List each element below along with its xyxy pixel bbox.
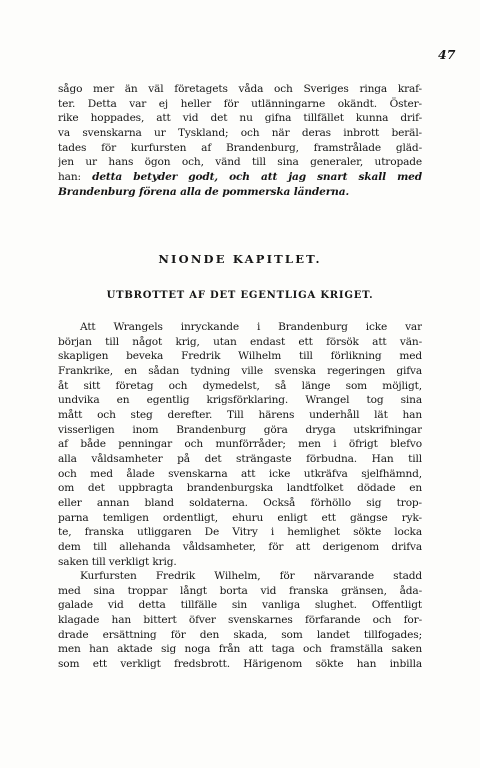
text-line: va svenskarna ur Tyskland; och när deras inbrott beräl- <box>58 126 422 139</box>
paragraph-1-line: visserligen inom Brandenburg göra dryga utskrifningar <box>58 423 422 436</box>
paragraph-1-line: om det uppbragta brandenburgska landtfolket dödade en <box>58 482 422 495</box>
paragraph-1-line: åt sitt företag och dymedelst, så länge som möjligt, <box>58 379 422 392</box>
text-line: jen ur hans ögon och, vänd till sina generaler, utropade <box>58 156 422 169</box>
paragraph-1-line: af både penningar och munförråder; men i öfrigt blefvo <box>58 438 422 451</box>
quote-lead: han: <box>58 170 81 183</box>
paragraph-1-line: skapligen beveka Fredrik Wilhelm till förlikning med <box>58 350 422 363</box>
paragraph-2-line: men han aktade sig noga från att taga och framställa saken <box>58 643 422 656</box>
top-paragraph <box>58 82 422 199</box>
text-line: rike hoppades, att vid det nu gifna tillfället kunna drif- <box>58 112 422 125</box>
paragraph-2-line: med sina troppar långt borta vid franska gränsen, åda- <box>58 584 422 597</box>
paragraph-1-line: eller annan bland soldaterna. Också förhöllo sig trop- <box>58 496 422 509</box>
text-line: tades för kurfursten af Brandenburg, framstrålade gläd- <box>58 141 422 154</box>
paragraph-2-line: klagade han bittert öfver svenskarnes förfarande och for- <box>58 614 422 627</box>
paragraph-1-line: dem till allehanda våldsamheter, för att derigenom drifva <box>58 540 422 553</box>
page-number: 47 <box>438 47 456 62</box>
chapter-subtitle: UTBROTTET AF DET EGENTLIGA KRIGET. <box>106 290 374 301</box>
paragraph-1-line: Att Wrangels inryckande i Brandenburg icke var <box>80 321 422 333</box>
paragraph-1-line: undvika en egentlig krigsförklaring. Wrangel tog sina <box>58 394 422 407</box>
paragraph-1-line: parna temligen ordentligt, ehuru enligt ett gängse ryk- <box>58 511 422 524</box>
paragraph-1-line: och med ålade svenskarna att icke utkräfva sjelfhämnd, <box>58 467 422 480</box>
paragraph-1-line: början till något krig, utan endast ett försök att vän- <box>58 335 422 348</box>
paragraph-2-line: galade vid detta tillfälle sin vanliga slughet. Offentligt <box>58 599 422 612</box>
body-text <box>58 320 422 672</box>
paragraph-1-line: alla våldsamheter på det strängaste förbudna. Han till <box>58 452 422 465</box>
paragraph-1-line: mått och steg derefter. Till härens underhåll lät han <box>58 408 422 421</box>
paragraph-1-line: te, franska utliggaren De Vitry i hemlighet sökte locka <box>58 526 422 539</box>
chapter-title: NIONDE KAPITLET. <box>158 252 322 266</box>
text-line-with-quote <box>58 170 422 185</box>
paragraph-1-line: saken till verkligt krig. <box>58 555 177 568</box>
quote-last-line: Brandenburg förena alla de pommerska länderna. <box>58 185 349 198</box>
paragraph-2-line: som ett verkligt fredsbrott. Härigenom sökte han inbilla <box>58 658 422 671</box>
text-line: ter. Detta var ej heller för utlänningarne okändt. Öster- <box>58 97 422 110</box>
paragraph-1-line: Frankrike, en sådan tydning ville svenska regeringen gifva <box>58 364 422 377</box>
quote-italic: detta betyder godt, och att jag snart skall med <box>80 170 422 183</box>
paragraph-2-line: drade ersättning för den skada, som landet tillfogades; <box>58 628 422 641</box>
text-line: sågo mer än väl företagets våda och Sveriges ringa kraf- <box>58 83 422 95</box>
paragraph-2-line: Kurfursten Fredrik Wilhelm, för närvarande stadd <box>80 570 422 583</box>
